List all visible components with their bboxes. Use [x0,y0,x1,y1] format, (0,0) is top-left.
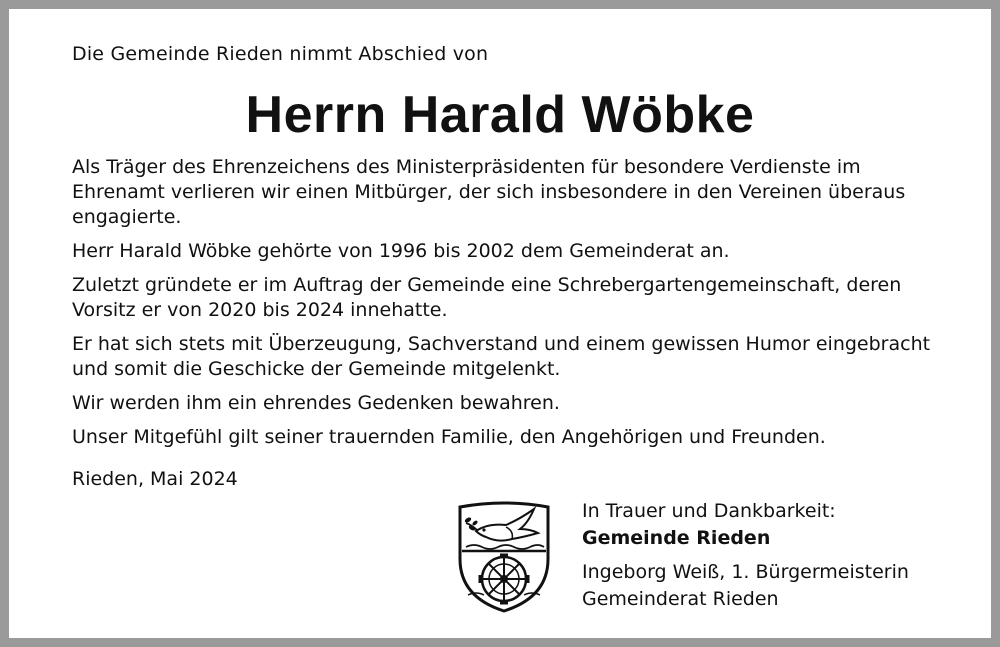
deceased-name: Herrn Harald Wöbke [245,86,755,144]
signature-block [582,498,909,613]
paragraph-garden: Zuletzt gründete er im Auftrag der Gemeinde eine Schrebergartengemeinschaft, deren Vorsitz er von 2020 bis 2024 innehatte. [72,274,902,321]
signature-organization: Gemeinde Rieden [582,527,771,549]
signature-council: Gemeinderat Rieden [582,588,779,610]
municipal-coat-of-arms-icon [454,497,554,615]
paragraph-council: Herr Harald Wöbke gehörte von 1996 bis 2002 dem Gemeinderat an. [72,240,730,262]
paragraph-honor: Als Träger des Ehrenzeichens des Ministerpräsidenten für besondere Verdienste im Ehrenamt verlieren wir einen Mitbürger, der sich insbesondere in den Vereinen überaus engagierte. [72,156,906,228]
intro-line: Die Gemeinde Rieden nimmt Abschied von [72,43,489,65]
notice-body [72,155,932,459]
paragraph-remembrance: Wir werden ihm ein ehrendes Gedenken bewahren. [72,392,560,414]
paragraph-condolence: Unser Mitgefühl gilt seiner trauernden Familie, den Angehörigen und Freunden. [72,426,826,448]
signature-heading: In Trauer und Dankbarkeit: [582,500,836,522]
obituary-notice [9,9,991,638]
place-and-date: Rieden, Mai 2024 [72,468,238,490]
signature-signatory: Ingeborg Weiß, 1. Bürgermeisterin [582,561,909,583]
paragraph-character: Er hat sich stets mit Überzeugung, Sachverstand und einem gewissen Humor eingebracht und somit die Geschicke der Gemeinde mitgelenkt. [72,333,931,380]
signature-spacer [582,552,909,559]
